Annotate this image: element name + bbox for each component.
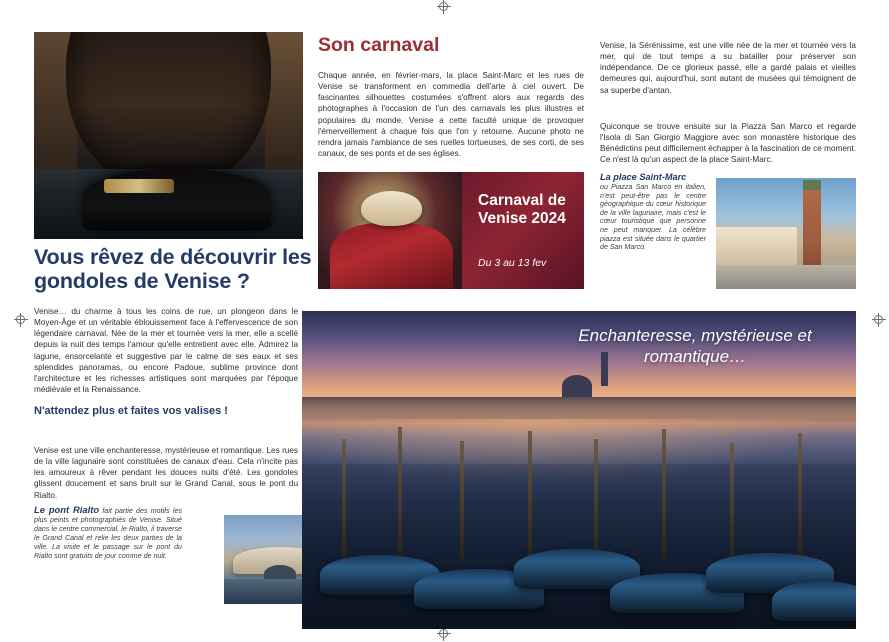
- campanile-shape: [803, 185, 821, 265]
- carnaval-heading: Son carnaval: [318, 34, 440, 56]
- mooring-pole: [594, 439, 598, 559]
- mooring-pole: [460, 441, 464, 559]
- registration-mark-top: [437, 0, 451, 14]
- basilica-dome-shape: [562, 375, 592, 397]
- rialto-caption-body: fait partie des motifs les plus peints et photographiés de Venise. Situé dans le centre commercial, le Rialto, il traverse le Grand Canal et relie les deux parties de la ville. La visite et le passage sur le pont du Rialto sont gratuits de jour comme de nuit.: [34, 507, 182, 560]
- rialto-caption: [34, 506, 182, 560]
- costume-cloak-shape: [330, 223, 454, 289]
- saint-marc-caption-body: ou Piazza San Marco en italien, n'est peut-être pas le centre géographique du cœur historique de la ville lagunaire, mais c'est le cœur touristique que personne ne peut manquer. La célèbre piazza est située dans le quartier de San Marco.: [600, 183, 706, 252]
- gondola-hull-shape: [82, 169, 270, 231]
- bridge-arch-shape: [66, 32, 270, 189]
- rialto-block: [34, 506, 302, 604]
- campanile-spire-shape: [803, 180, 821, 190]
- right-building-shape: [265, 32, 303, 177]
- right-paragraph-1: Venise, la Sérénissime, est une ville née de la mer et tournée vers la mer, qui de tout temps a su batailler pour préserver son indépendance. De ce glorieux passé, elle a gardé palais et vieilles demeures qui, aujourd'hui, sont autant de musées qui témoignent de sa superbe d'antan.: [600, 41, 856, 95]
- saint-marc-caption: [600, 172, 706, 252]
- mooring-pole: [398, 427, 402, 559]
- carnaval-banner-title: Carnaval de Venise 2024: [478, 192, 566, 227]
- saint-marc-caption-lead: La place Saint-Marc: [600, 172, 687, 182]
- doge-palace-shape: [716, 227, 797, 267]
- carnaval-banner-dates: Du 3 au 13 fev: [478, 257, 547, 269]
- mooring-pole: [798, 433, 802, 559]
- carnaval-banner: [318, 172, 584, 289]
- mooring-pole: [730, 443, 734, 559]
- saint-marc-block: [600, 172, 856, 289]
- right-paragraph-2: Quiconque se trouve ensuite sur la Piazza San Marco et regarde l'Isola di San Giorgio Maggiore avec son monastère historique des Bénédictins peut difficilement échapper à la fascination de ce moment. Ce n'est là qu'un aspect de la place Saint-Marc.: [600, 122, 856, 165]
- subheading-valises: N'attendez plus et faites vos valises !: [34, 405, 228, 417]
- gondola-gold-trim-shape: [104, 179, 174, 193]
- page-title: Vous rêvez de découvrir les gondoles de Venise ?: [34, 245, 312, 293]
- registration-mark-right: [872, 313, 886, 327]
- gondola-under-bridge-photo: [34, 32, 303, 239]
- carnaval-paragraph: Chaque année, en février-mars, la place Saint-Marc et les rues de Venise se transforment en commedia dell'arte à ciel ouvert. De fascinantes silhouettes costumées s'offrent alors aux regards des photographes à l'occasion de l'un des carnavals les plus illustres et populaires du monde. Venise a cette faculté unique de provoquer l'émerveillement à chaque fois que l'on y retourne. Aucune photo ne rendra jamais l'ambiance de ses ruelles tortueuses, de ses corti, de ses canaux, de ses ponts et de ses églises.: [318, 71, 584, 158]
- saint-marc-square-photo: [716, 178, 856, 289]
- photo-quote: Enchanteresse, mystérieuse et romantique…: [578, 326, 812, 366]
- second-paragraph: Venise est une ville enchanteresse, mystérieuse et romantique. Les rues de la ville lagunaire sont constituées de canaux d'eau. Cela n'incite pas les amoureux à rêver pendant les douces nuits d'été. Les gondoles glissent doucement et sans bruit sur le Grand Canal, sous le pont du Rialto.: [34, 446, 298, 500]
- registration-mark-bottom: [437, 627, 451, 641]
- mooring-pole: [528, 431, 532, 559]
- rialto-caption-lead: Le pont Rialto: [34, 504, 100, 515]
- mooring-pole: [662, 429, 666, 559]
- intro-paragraph: Venise… du charme à tous les coins de rue, un plongeon dans le Moyen-Âge et un véritable éblouissement face à l'effervescence de son légendaire carnaval. Née de la mer et tournée vers la mer, elle a scellé depuis la nuit des temps l'amour qu'elle entretient avec elle. Admirez la lagune, ensorcelante et suggestive par le calme de ses eaux et ses splendides panoramas, ou encore Padoue, sublime province dont l'architecture et les richesses artistiques sont marquées par l'époque médiévale et la Renaissance.: [34, 307, 298, 394]
- registration-mark-left: [14, 313, 28, 327]
- gondola-boat: [772, 581, 856, 621]
- carnival-mask-shape: [361, 191, 421, 226]
- carnival-mask-costume-photo: [318, 172, 462, 289]
- carnaval-banner-band: [462, 172, 584, 289]
- piazza-ground-shape: [716, 265, 856, 289]
- venice-lagoon-sunset-gondolas-photo: [302, 311, 856, 629]
- mooring-pole: [342, 439, 346, 559]
